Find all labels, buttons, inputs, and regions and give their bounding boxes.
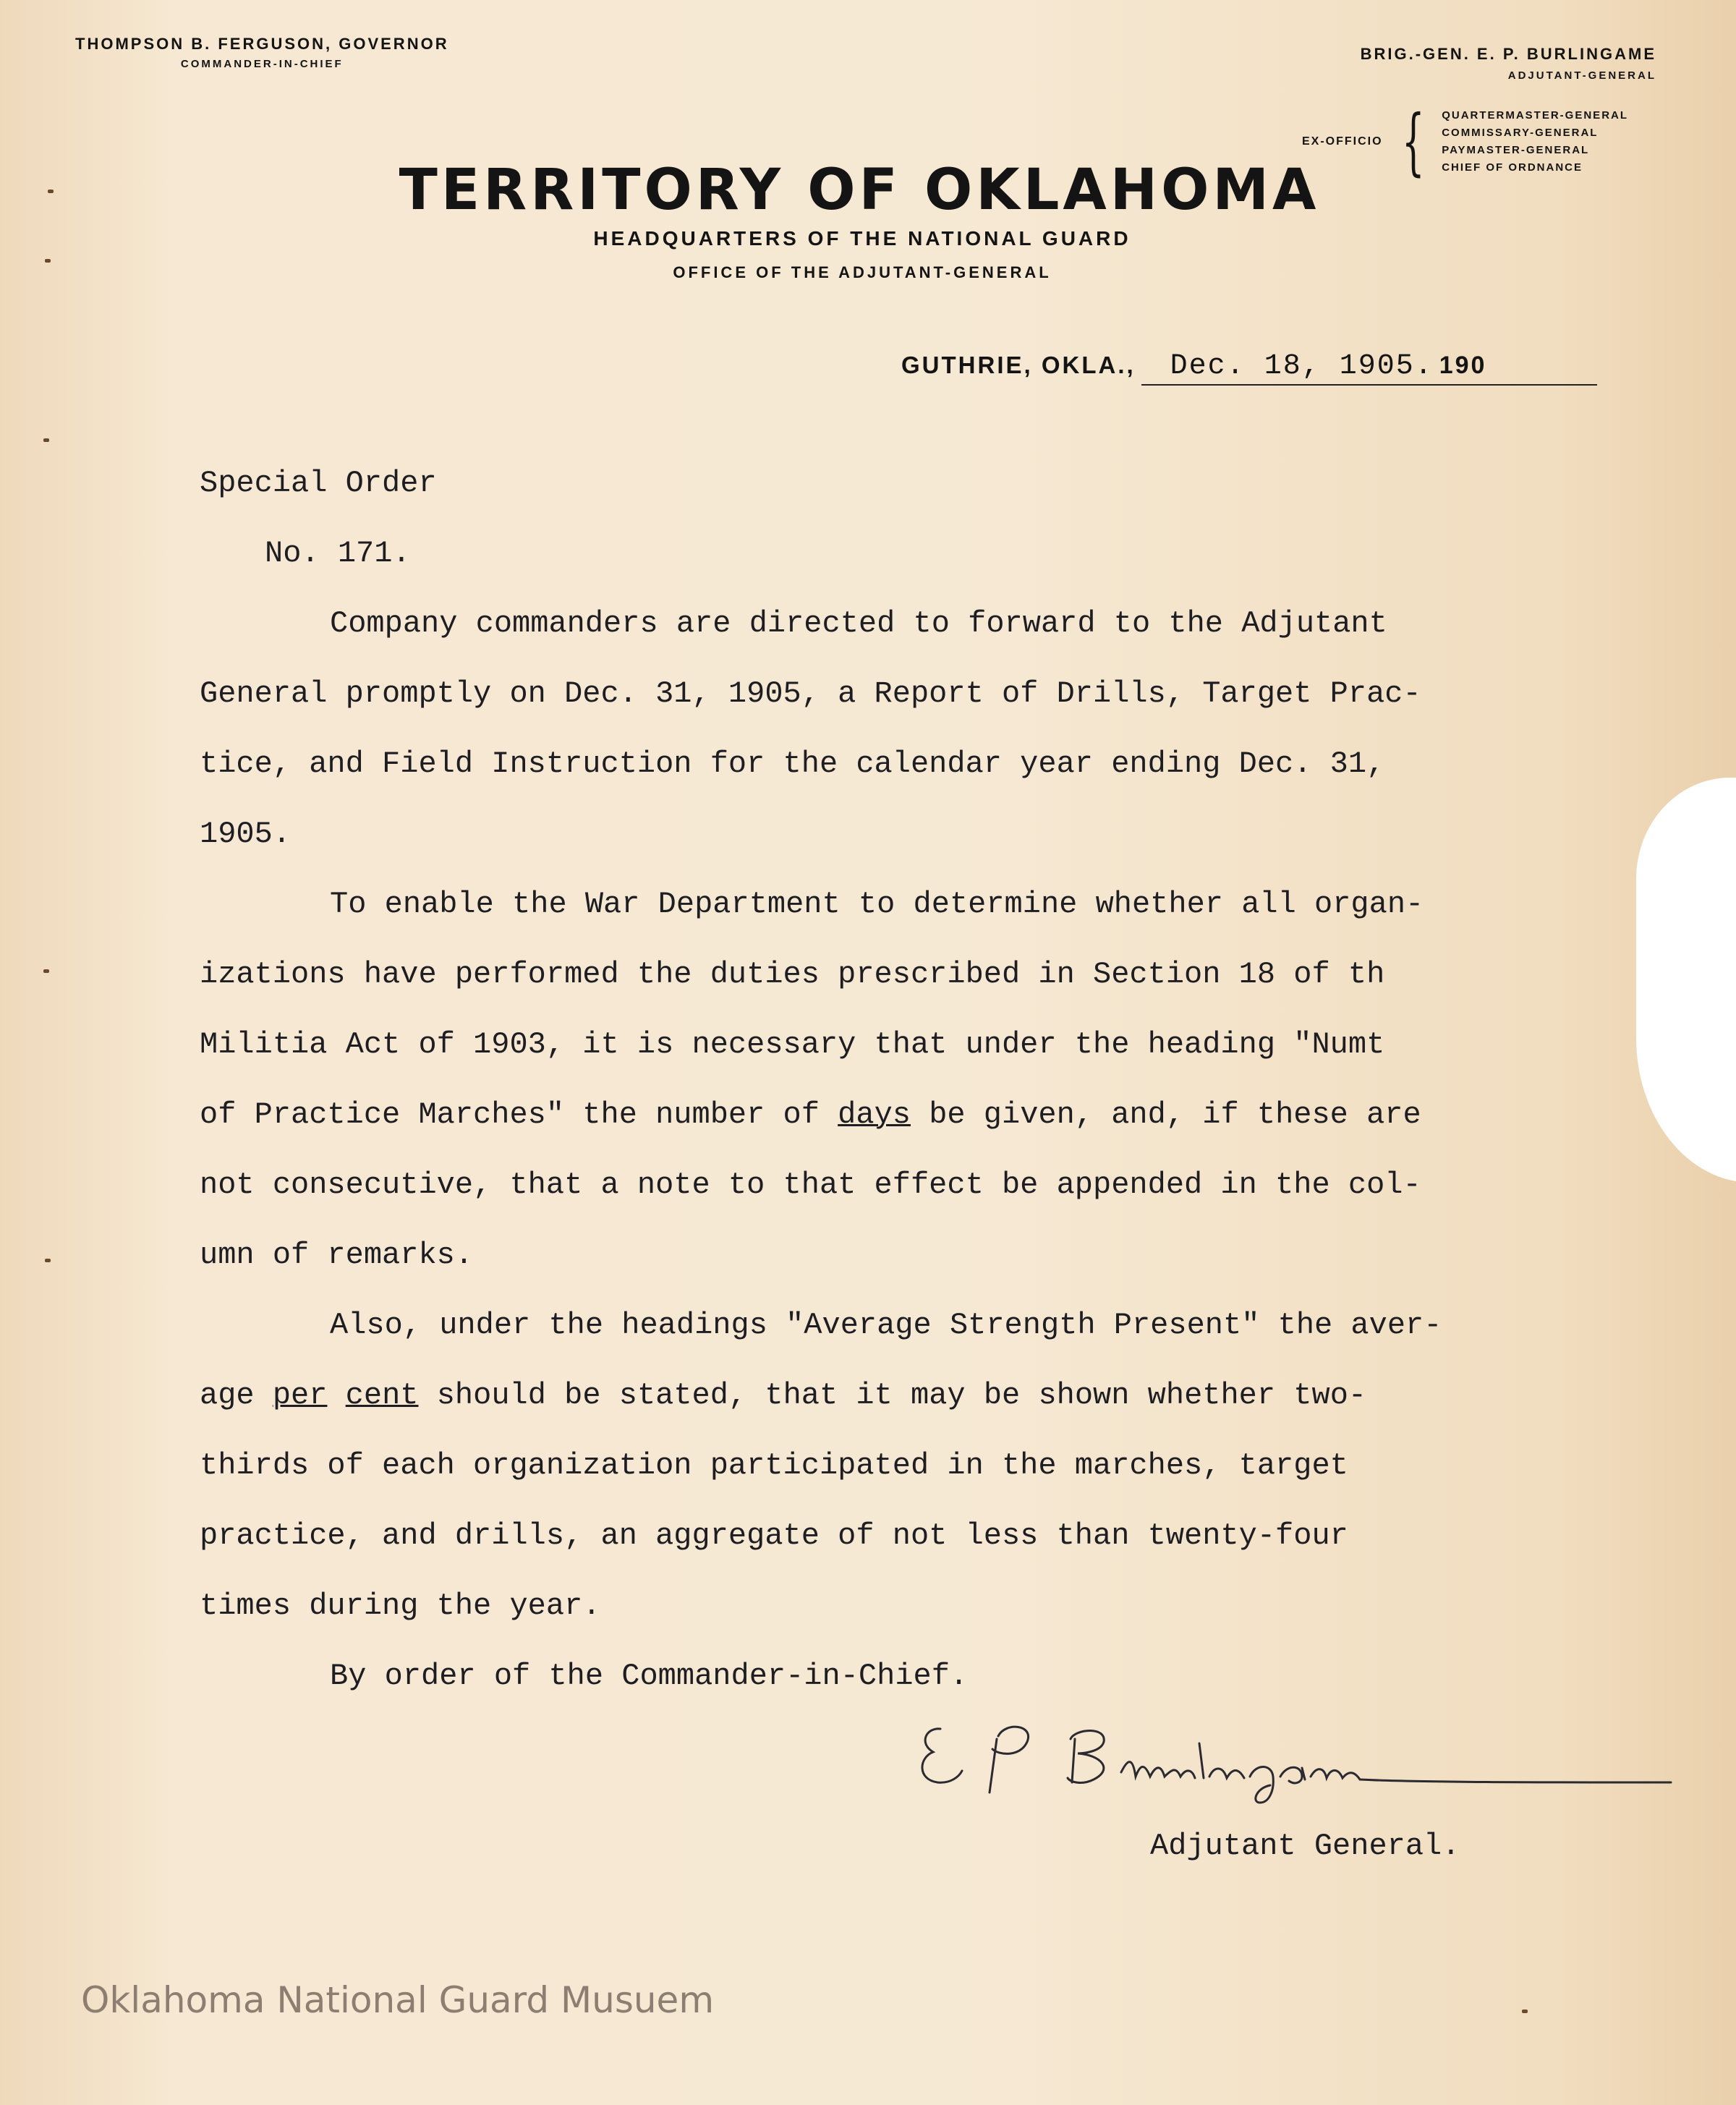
paragraph-line: izations have performed the duties prescribed in Section 18 of th <box>200 957 1385 992</box>
underlined-per: per <box>272 1378 328 1413</box>
printed-year: 190 <box>1439 352 1487 379</box>
signatory-title: Adjutant General. <box>1150 1829 1460 1863</box>
margin-mark <box>1522 2010 1528 2013</box>
handwritten-signature <box>911 1707 1678 1808</box>
governor-name: THOMPSON B. FERGUSON, GOVERNOR <box>75 35 449 53</box>
letterhead-subtitle-hq: HEADQUARTERS OF THE NATIONAL GUARD <box>593 227 1131 250</box>
adjutant-title: ADJUTANT-GENERAL <box>1507 69 1656 82</box>
dateline <box>901 350 1597 386</box>
line-segment: should be stated, that it may be shown whether two- <box>418 1378 1367 1413</box>
role-item: CHIEF OF ORDNANCE <box>1442 161 1583 174</box>
letterhead-title: TERRITORY OF OKLAHOMA <box>399 158 1320 223</box>
letterhead-title-block <box>0 158 1724 282</box>
typed-date: Dec. 18, 1905. <box>1170 350 1434 383</box>
line-segment: of Practice Marches" the number of <box>200 1097 838 1132</box>
paragraph-line <box>200 1080 1617 1150</box>
order-heading: Special Order <box>200 466 437 501</box>
margin-mark <box>43 438 49 442</box>
paragraph-line: times during the year. <box>200 1589 601 1623</box>
paragraph-line: General promptly on Dec. 31, 1905, a Report of Drills, Target Prac- <box>200 676 1421 711</box>
adjutant-block <box>1361 45 1656 82</box>
paragraph-line: umn of remarks. <box>200 1238 474 1272</box>
museum-watermark: Oklahoma National Guard Musuem <box>81 1979 715 2021</box>
paragraph-line: not consecutive, that a note to that effect be appended in the col- <box>200 1168 1421 1202</box>
paragraph-line: Militia Act of 1903, it is necessary that under the heading "Numt <box>200 1027 1385 1062</box>
governor-block <box>75 35 449 70</box>
paragraph-line: Company commanders are directed to forward to the Adjutant <box>330 606 1387 641</box>
adjutant-name: BRIG.-GEN. E. P. BURLINGAME <box>1360 45 1656 63</box>
margin-mark <box>43 969 49 973</box>
closing-line: By order of the Commander-in-Chief. <box>330 1659 969 1693</box>
paragraph-line: To enable the War Department to determine whether all organ- <box>330 887 1424 922</box>
governor-title: COMMANDER-IN-CHIEF <box>180 58 344 70</box>
line-segment: be given, and, if these are <box>910 1097 1421 1132</box>
line-segment: age <box>200 1378 273 1413</box>
order-body <box>200 448 1617 1711</box>
paragraph-line: practice, and drills, an aggregate of not less than twenty-four <box>200 1518 1348 1553</box>
underlined-cent: cent <box>345 1378 419 1413</box>
dateline-place: GUTHRIE, OKLA., <box>901 352 1136 378</box>
paragraph-line: thirds of each organization participated in the marches, target <box>200 1448 1348 1483</box>
paragraph-line: Also, under the headings "Average Strength Present" the aver- <box>330 1308 1442 1343</box>
role-item: PAYMASTER-GENERAL <box>1442 144 1590 156</box>
signature-drawing <box>911 1707 1678 1808</box>
date-field <box>1141 350 1597 386</box>
role-item: COMMISSARY-GENERAL <box>1442 127 1599 139</box>
letterhead-subtitle-office: OFFICE OF THE ADJUTANT-GENERAL <box>673 263 1052 281</box>
ex-officio-label: EX-OFFICIO <box>1302 135 1383 148</box>
paragraph-line <box>200 1361 1617 1431</box>
role-item: QUARTERMASTER-GENERAL <box>1442 109 1629 122</box>
margin-mark <box>45 1259 51 1262</box>
paragraph-line: 1905. <box>200 817 292 851</box>
paragraph-line: tice, and Field Instruction for the calendar year ending Dec. 31, <box>200 747 1385 781</box>
order-number: No. 171. <box>265 536 411 571</box>
brace-glyph: { <box>1401 99 1425 184</box>
underlined-days: days <box>838 1097 911 1132</box>
